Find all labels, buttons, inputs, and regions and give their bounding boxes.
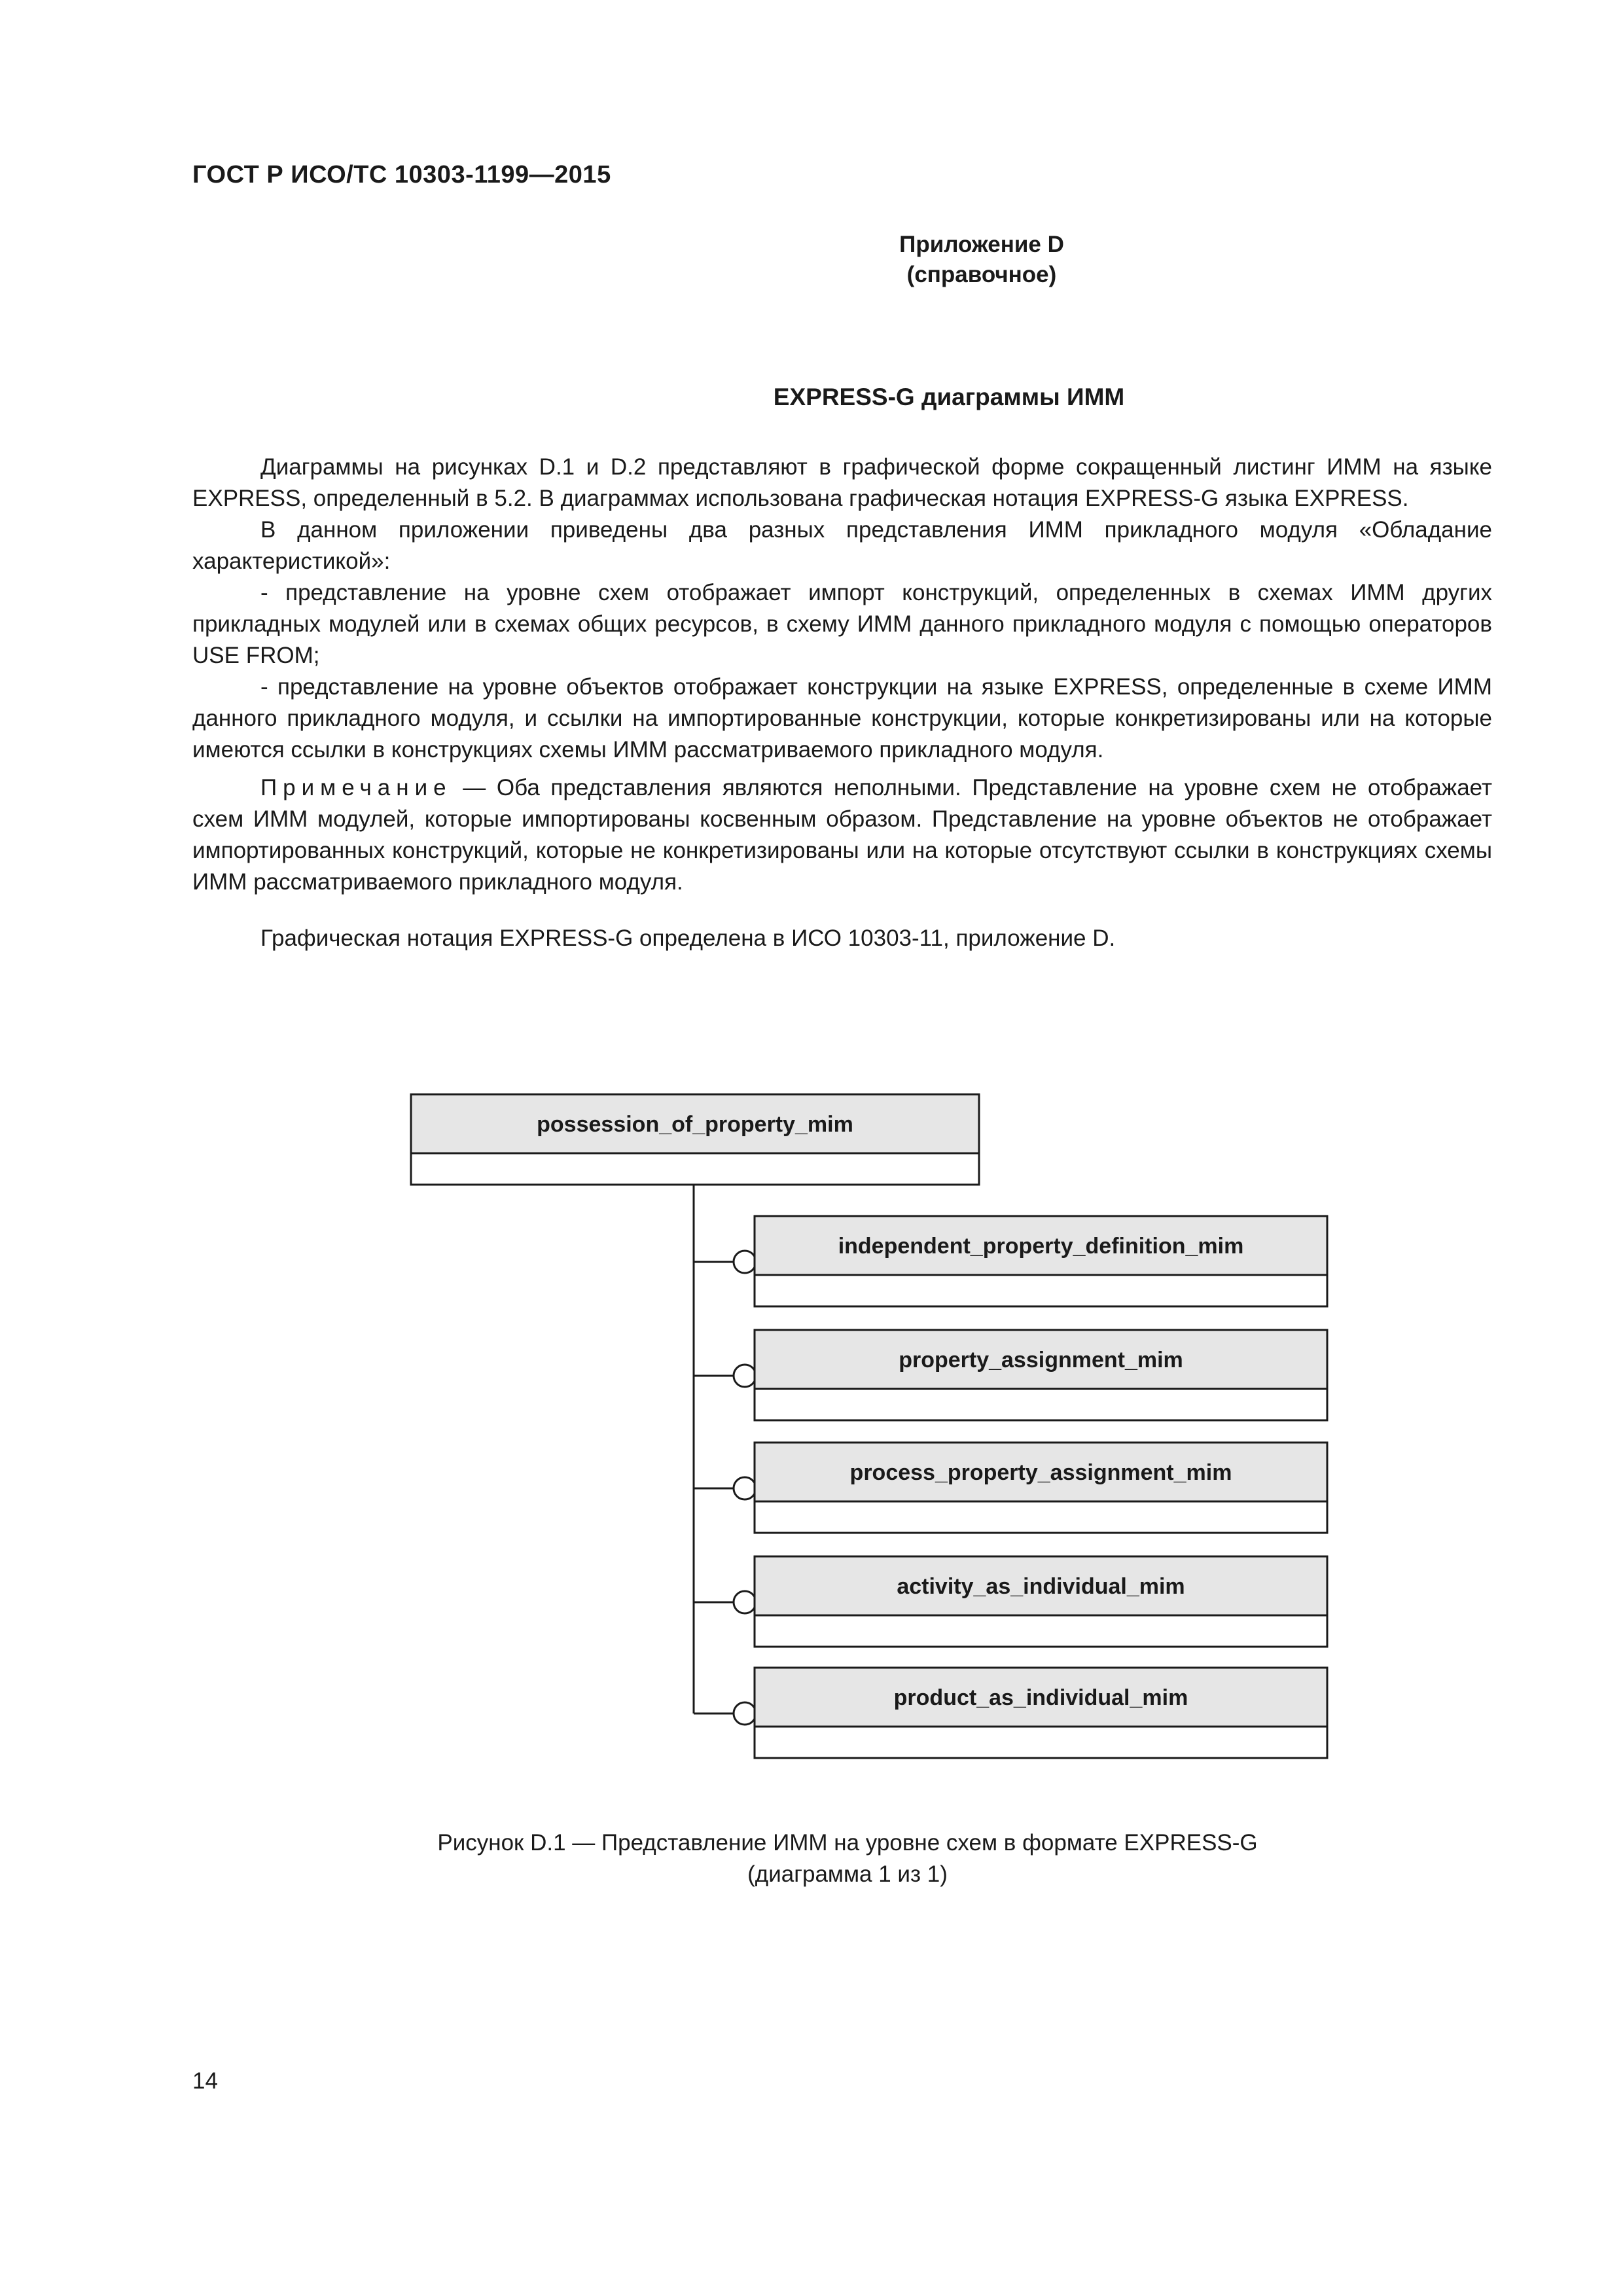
- appendix-kind: (справочное): [906, 262, 1057, 287]
- figure-caption: Рисунок D.1 — Представление ИММ на уровне схем в формате EXPRESS-G: [437, 1830, 1258, 1856]
- notation-paragraph: Графическая нотация EXPRESS-G определена в ИСО 10303-11, приложение D.: [260, 925, 1116, 951]
- note-text: Оба представления являются неполными. Представление на уровне схем не отображает схем ИММ модулей, которые импортированы косвенным образом. Представление на уровне объектов не отображает импортированных конструкций, которые не конкретизированы или на которые отсутствуют ссылки в конструкциях схемы ИММ рассматриваемого прикладного модуля.: [192, 775, 1492, 895]
- page-number: 14: [192, 2068, 218, 2094]
- use-from-circle: [734, 1702, 756, 1725]
- child-schema-box-label: process_property_assignment_mim: [849, 1460, 1232, 1485]
- note-dash: —: [452, 775, 497, 800]
- paragraph: Диаграммы на рисунках D.1 и D.2 представляют в графической форме сокращенный листинг ИММ на языке EXPRESS, определенный в 5.2. В диаграммах использована графическая нотация EXPRESS-G языка EXPRESS.: [192, 454, 1492, 511]
- child-schema-box-label: independent_property_definition_mim: [838, 1234, 1244, 1259]
- child-schema-box-body: [755, 1615, 1327, 1647]
- child-schema-box-label: product_as_individual_mim: [893, 1685, 1188, 1710]
- child-schema-box-body: [755, 1275, 1327, 1306]
- child-schema-box-label: property_assignment_mim: [899, 1348, 1183, 1372]
- use-from-circle: [734, 1591, 756, 1613]
- appendix-title: Приложение D: [899, 232, 1064, 257]
- use-from-circle: [734, 1365, 756, 1387]
- child-schema-box-label: activity_as_individual_mim: [897, 1574, 1185, 1599]
- child-schema-box-body: [755, 1389, 1327, 1420]
- root-schema-box-body: [411, 1153, 979, 1185]
- figure-caption-sub: (диаграмма 1 из 1): [747, 1861, 948, 1887]
- paragraph: - представление на уровне объектов отображает конструкции на языке EXPRESS, определенные в схеме ИММ данного прикладного модуля, и ссылки на импортированные конструкции, которые конкретизированы или на которые имеются ссылки в конструкциях схемы ИММ рассматриваемого прикладного модуля.: [192, 674, 1492, 762]
- section-title: EXPRESS-G диаграммы ИММ: [773, 384, 1125, 410]
- paragraph: В данном приложении приведены два разных представления ИММ прикладного модуля «Обладание характеристикой»:: [192, 517, 1492, 574]
- paragraph: - представление на уровне схем отображает импорт конструкций, определенных в схемах ИММ других прикладных модулей или в схемах общих ресурсов, в схему ИММ данного прикладного модуля с помощью операторов USE FROM;: [192, 580, 1492, 668]
- child-schema-box-body: [755, 1501, 1327, 1533]
- child-schema-box-body: [755, 1727, 1327, 1758]
- use-from-circle: [734, 1251, 756, 1273]
- root-schema-box-label: possession_of_property_mim: [537, 1112, 853, 1137]
- use-from-circle: [734, 1477, 756, 1499]
- standard-header: ГОСТ Р ИСО/ТС 10303-1199—2015: [192, 161, 611, 188]
- note-label: Примечание: [260, 775, 452, 800]
